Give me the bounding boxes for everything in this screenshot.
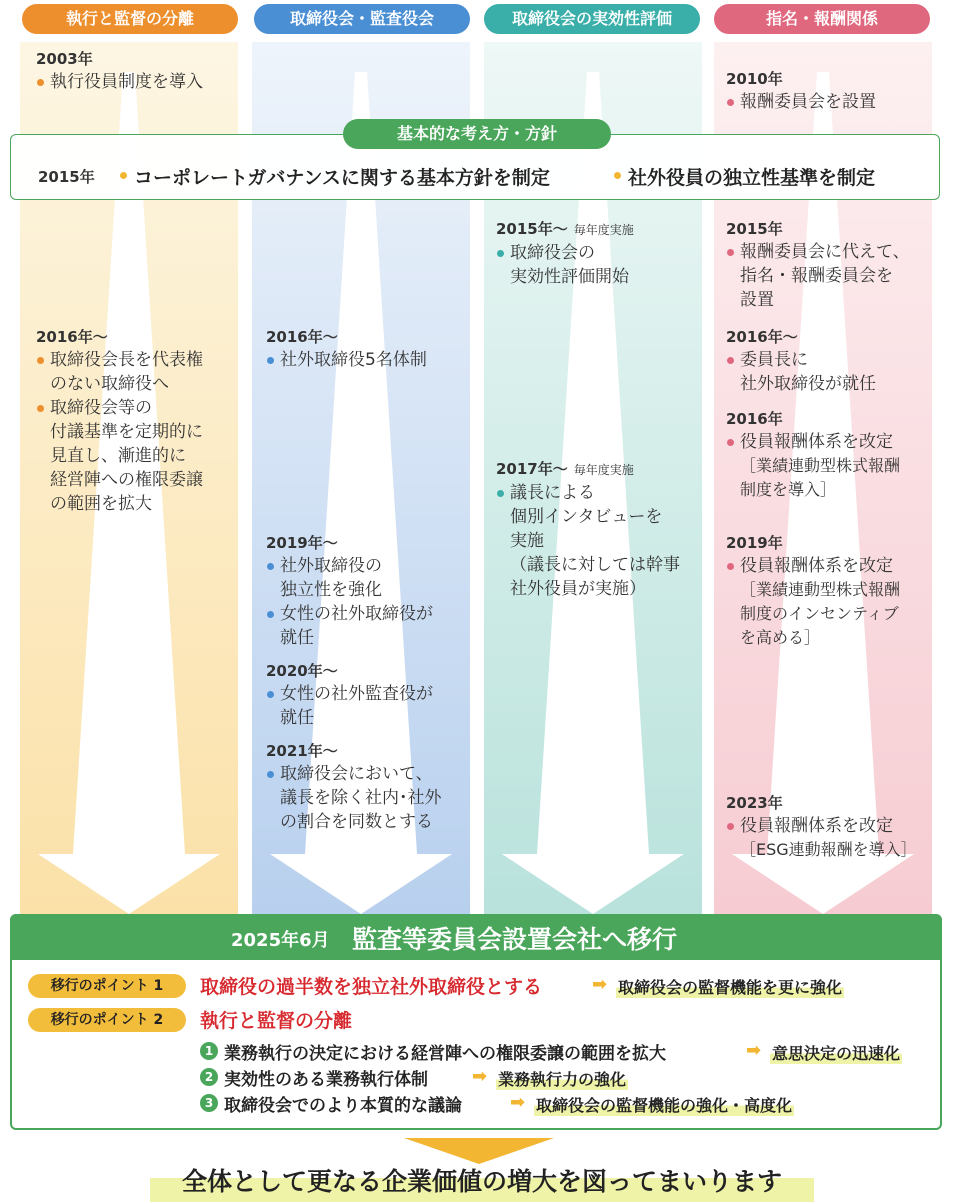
entry-item-cont: ［業績連動型株式報酬 (740, 580, 901, 599)
timeline-entry (36, 48, 203, 94)
policy-item: コーポレートガバナンスに関する基本方針を制定 (118, 163, 550, 190)
entry-year: 2023年 (726, 794, 783, 812)
column-header-execution: 執行と監督の分離 (22, 4, 238, 34)
timeline-entry (266, 660, 433, 730)
timeline-entry (36, 326, 203, 516)
entry-item: 社外取締役の (266, 554, 433, 578)
entry-item-cont: 議長を除く社内･社外 (280, 788, 442, 808)
entry-item-cont: 就任 (280, 708, 314, 728)
entry-item-cont: 社外役員が実施） (510, 579, 646, 599)
entry-year: 2019年 (726, 534, 783, 552)
transition-title: 監査等委員会設置会社へ移行 (352, 925, 678, 954)
entry-item-cont: 制度のインセンティブ (740, 604, 899, 623)
entry-item: 取締役会等の (36, 396, 203, 420)
entry-item: 議長による (496, 481, 680, 505)
entry-year: 2010年 (726, 70, 783, 88)
entry-item: 執行役員制度を導入 (36, 70, 203, 94)
step-3-result: 取締役会の監督機能の強化・高度化 (534, 1093, 794, 1116)
policy-item: 社外役員の独立性基準を制定 (612, 163, 875, 190)
point-1-badge: 移行のポイント 1 (28, 974, 186, 998)
arrow-right-icon: ➡ (592, 974, 608, 995)
entry-item: 社外取締役5名体制 (266, 348, 427, 372)
entry-year: 2021年～ (266, 742, 338, 760)
point-2-badge: 移行のポイント 2 (28, 1008, 186, 1032)
entry-item: 報酬委員会に代えて、 (726, 240, 910, 264)
entry-item: 取締役会長を代表権 (36, 348, 203, 372)
entry-item: 女性の社外監査役が (266, 682, 433, 706)
entry-item-cont: を高める］ (740, 628, 821, 647)
entry-item-cont: 社外取締役が就任 (740, 374, 876, 394)
step-2-text: 実効性のある業務執行体制 (224, 1070, 428, 1090)
timeline-entry (726, 532, 900, 650)
down-arrow-icon (404, 1138, 554, 1164)
step-3-number: 3 (200, 1094, 218, 1112)
point-2-text: 執行と監督の分離 (200, 1010, 353, 1032)
column-header-evaluation: 取締役会の実効性評価 (484, 4, 700, 34)
arrow-right-icon: ➡ (510, 1092, 526, 1113)
point-1-result: 取締役会の監督機能を更に強化 (616, 975, 844, 998)
entry-item-cont: ［業績連動型株式報酬 (740, 456, 901, 475)
entry-item: 取締役会において、 (266, 762, 442, 786)
entry-item-cont: 経営陣への権限委譲 (50, 470, 203, 490)
entry-item: 取締役会の (496, 241, 634, 265)
step-3-text: 取締役会でのより本質的な議論 (224, 1096, 462, 1116)
timeline-entry (266, 740, 442, 834)
entry-item-cont: 就任 (280, 628, 314, 648)
arrow-right-icon: ➡ (472, 1066, 488, 1087)
timeline-entry (726, 408, 900, 502)
entry-item: 役員報酬体系を改定 (726, 554, 900, 578)
entry-note: 毎年度実施 (573, 463, 634, 477)
conclusion: 全体として更なる企業価値の増大を図ってまいります (150, 1162, 814, 1202)
entry-item: 役員報酬体系を改定 (726, 430, 900, 454)
entry-item-cont: 独立性を強化 (280, 580, 382, 600)
entry-year: 2003年 (36, 50, 93, 68)
entry-item-cont: のない取締役へ (50, 374, 169, 394)
entry-note: 毎年度実施 (573, 223, 634, 237)
entry-year: 2015年～ (496, 220, 568, 238)
policy-year: 2015年 (38, 168, 95, 186)
step-2-number: 2 (200, 1068, 218, 1086)
entry-item-cont: 制度を導入］ (740, 480, 837, 499)
timeline-entry (726, 68, 876, 114)
column-header-nomination: 指名・報酬関係 (714, 4, 930, 34)
entry-item-cont: 付議基準を定期的に (50, 422, 203, 442)
step-1-text: 業務執行の決定における経営陣への権限委譲の範囲を拡大 (224, 1044, 666, 1064)
entry-year: 2016年～ (266, 328, 338, 346)
entry-item-cont: 指名・報酬委員会を (740, 266, 893, 286)
entry-item: 委員長に (726, 348, 876, 372)
column-header-board: 取締役会・監査役会 (254, 4, 470, 34)
entry-year: 2015年 (726, 220, 783, 238)
point-1-text: 取締役の過半数を独立社外取締役とする (200, 976, 543, 998)
transition-header (10, 914, 942, 960)
entry-year: 2016年～ (726, 328, 798, 346)
entry-item-cont: の範囲を拡大 (50, 494, 152, 514)
entry-item: 役員報酬体系を改定 (726, 814, 917, 838)
timeline-entry (726, 792, 917, 862)
timeline-entry (726, 218, 910, 312)
entry-year: 2019年～ (266, 534, 338, 552)
entry-item: 女性の社外取締役が (266, 602, 433, 626)
entry-year: 2020年～ (266, 662, 338, 680)
policy-label: 基本的な考え方・方針 (343, 119, 611, 149)
timeline-entry (266, 326, 427, 372)
step-1-result: 意思決定の迅速化 (770, 1041, 902, 1064)
entry-year: 2017年～ (496, 460, 568, 478)
entry-item-cont: ［ESG連動報酬を導入］ (740, 840, 917, 859)
timeline-entry (726, 326, 876, 396)
timeline-entry (266, 532, 433, 650)
arrow-right-icon: ➡ (746, 1040, 762, 1061)
entry-year: 2016年～ (36, 328, 108, 346)
entry-item-cont: 見直し、漸進的に (50, 446, 186, 466)
entry-item-cont: 実効性評価開始 (510, 267, 629, 287)
transition-date: 2025年6月 (231, 930, 330, 951)
entry-item-cont: 実施 (510, 531, 544, 551)
timeline-entry (496, 458, 680, 601)
entry-item-cont: の割合を同数とする (280, 812, 433, 832)
timeline-entry (496, 218, 634, 289)
entry-item-cont: 個別インタビューを (510, 507, 663, 527)
step-1-number: 1 (200, 1042, 218, 1060)
entry-item: 報酬委員会を設置 (726, 90, 876, 114)
entry-item-cont: （議長に対しては幹事 (510, 555, 680, 575)
entry-item-cont: 設置 (740, 290, 774, 310)
step-2-result: 業務執行力の強化 (496, 1067, 628, 1090)
entry-year: 2016年 (726, 410, 783, 428)
